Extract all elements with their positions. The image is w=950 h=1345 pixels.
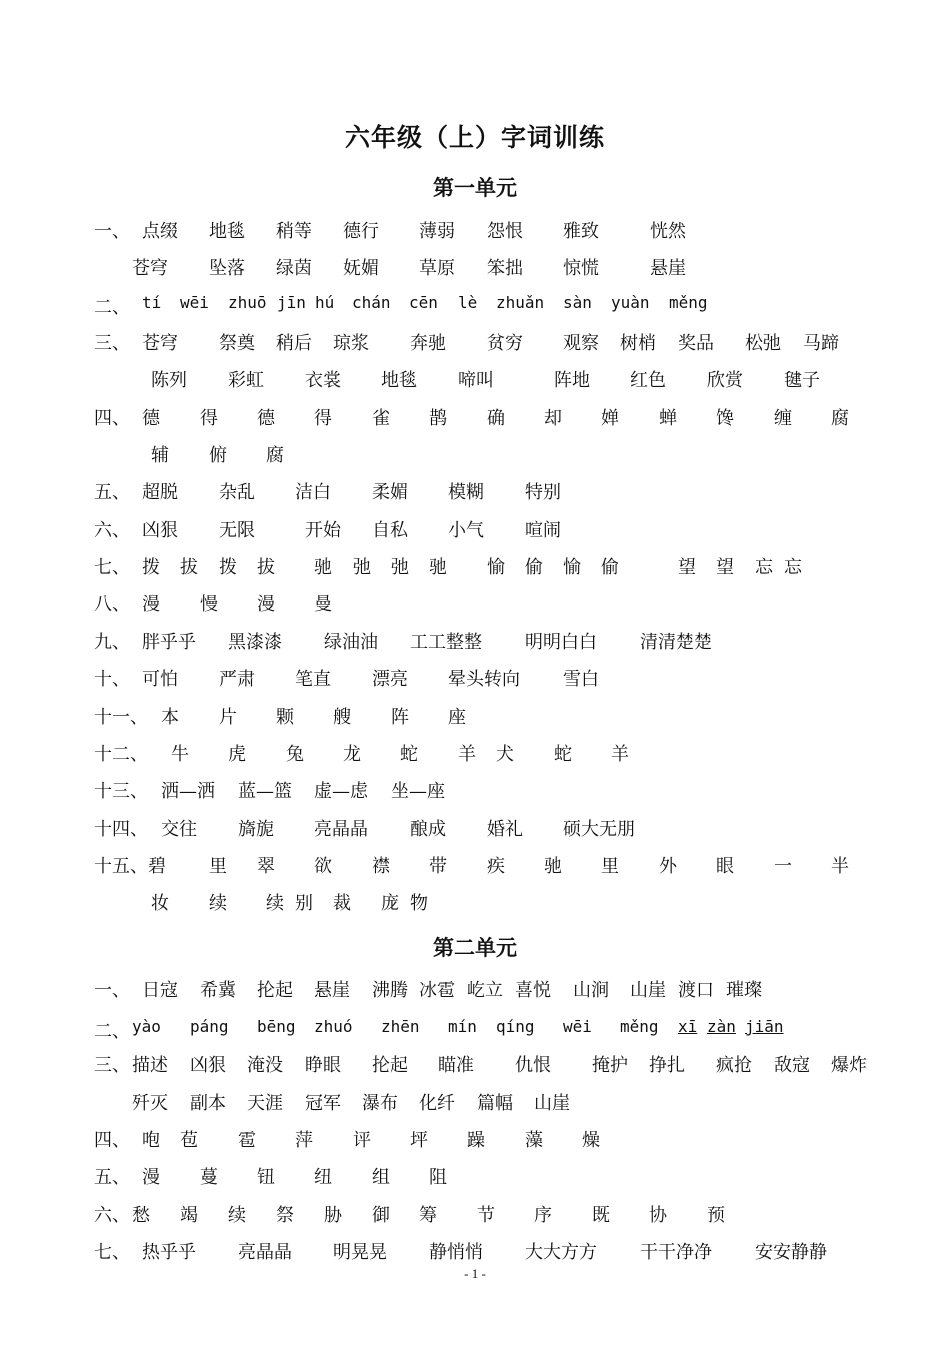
char: 羊 (458, 744, 476, 765)
word: 明明白白 (525, 632, 597, 653)
char: 眼 (716, 856, 734, 877)
pinyin: qíng (496, 1017, 535, 1036)
char: 羊 (611, 744, 629, 765)
char: 协 (649, 1205, 667, 1226)
char: 别 (295, 893, 313, 914)
char: 一 (774, 856, 792, 877)
word: 雅致 (563, 221, 599, 242)
char: 馋 (716, 408, 734, 429)
char: 阻 (429, 1167, 447, 1188)
word: 婚礼 (487, 819, 523, 840)
word: 悬崖 (314, 980, 350, 1001)
char: 偷 (601, 557, 619, 578)
char: 愁 (132, 1205, 150, 1226)
char: 裁 (333, 893, 351, 914)
word: 衣裳 (305, 370, 341, 391)
word: 黑漆漆 (228, 632, 282, 653)
char: 座 (448, 707, 466, 728)
pinyin: zhēn (381, 1017, 420, 1036)
word: 绿茵 (276, 258, 312, 279)
word: 凶狠 (190, 1055, 226, 1076)
pinyin: jīn (277, 293, 306, 312)
char: 蝉 (659, 408, 677, 429)
word: 仇恨 (515, 1055, 551, 1076)
word: 天涯 (247, 1093, 283, 1114)
char: 偷 (525, 557, 543, 578)
char: 德 (142, 408, 160, 429)
word: 松弛 (745, 333, 781, 354)
char: 艘 (333, 707, 351, 728)
char: 雹 (238, 1130, 256, 1151)
word: 笨拙 (487, 258, 523, 279)
word: 陈列 (151, 370, 187, 391)
char: 阵 (391, 707, 409, 728)
word: 怨恨 (487, 221, 523, 242)
char: 竭 (180, 1205, 198, 1226)
word: 热乎乎 (142, 1242, 196, 1263)
char: 躁 (467, 1130, 485, 1151)
char: 咆 (142, 1130, 160, 1151)
char: 忘 (784, 557, 802, 578)
char: 庞 (381, 893, 399, 914)
char: 藻 (525, 1130, 543, 1151)
char: 评 (353, 1130, 371, 1151)
word: 欣赏 (707, 370, 743, 391)
item-number: 六、 (94, 520, 130, 541)
item-number: 十五、碧 (94, 856, 166, 877)
word: 描述 (132, 1055, 168, 1076)
item-number: 八、 (94, 594, 130, 615)
word: 自私 (372, 520, 408, 541)
word: 稍等 (276, 221, 312, 242)
char: 欲 (314, 856, 332, 877)
word: 薄弱 (419, 221, 455, 242)
char: 拨 (142, 557, 160, 578)
word: 杂乱 (219, 482, 255, 503)
word: 旖旎 (238, 819, 274, 840)
word: 瞄准 (438, 1055, 474, 1076)
char: 翠 (257, 856, 275, 877)
char: 漫 (257, 594, 275, 615)
char: 续 (209, 893, 227, 914)
word: 挣扎 (649, 1055, 685, 1076)
word: 琼浆 (333, 333, 369, 354)
word: 瀑布 (362, 1093, 398, 1114)
word: 静悄悄 (429, 1242, 483, 1263)
char: 坪 (410, 1130, 428, 1151)
word: 日寇 (142, 980, 178, 1001)
word: 马蹄 (803, 333, 839, 354)
char: 望 (716, 557, 734, 578)
word: 喧闹 (525, 520, 561, 541)
word: 璀璨 (726, 980, 762, 1001)
char: 颗 (276, 707, 294, 728)
char: 纽 (314, 1167, 332, 1188)
word: 贫穷 (487, 333, 523, 354)
item-number: 四、 (94, 408, 130, 429)
pinyin: zhuǎn (496, 293, 545, 312)
pinyin: yào (132, 1017, 161, 1036)
char: 筹 (419, 1205, 437, 1226)
word: 地毯 (209, 221, 245, 242)
char: 御 (372, 1205, 390, 1226)
item-number: 六、 (94, 1205, 130, 1226)
item-number: 一、 (94, 221, 130, 242)
char: 组 (372, 1167, 390, 1188)
word: 啼叫 (458, 370, 494, 391)
pinyin: bēng (257, 1017, 296, 1036)
word: 晕头转向 (448, 669, 520, 690)
char: 虎 (228, 744, 246, 765)
char: 得 (200, 408, 218, 429)
item-number: 十三、 (94, 781, 148, 802)
char: 襟 (372, 856, 390, 877)
word: 淹没 (247, 1055, 283, 1076)
pinyin: sàn (563, 293, 592, 312)
word: 惊慌 (563, 258, 599, 279)
char: 外 (659, 856, 677, 877)
word: 阵地 (554, 370, 590, 391)
word: 奖品 (678, 333, 714, 354)
word: 希冀 (200, 980, 236, 1001)
char: 预 (707, 1205, 725, 1226)
char: 片 (219, 707, 237, 728)
char: 忘 (755, 557, 773, 578)
word: 无限 (219, 520, 255, 541)
word: 沸腾 (372, 980, 408, 1001)
char: 疾 (487, 856, 505, 877)
char: 腐 (831, 408, 849, 429)
word: 清清楚楚 (640, 632, 712, 653)
char: 德 (257, 408, 275, 429)
pinyin: wēi (180, 293, 209, 312)
char: 祭 (276, 1205, 294, 1226)
char: 续 (228, 1205, 246, 1226)
item-number: 四、 (94, 1130, 130, 1151)
word: 苍穹 (132, 258, 168, 279)
char: 驰 (314, 557, 332, 578)
char: 弛 (391, 557, 409, 578)
pinyin: měng (620, 1017, 659, 1036)
char: 牛 (171, 744, 189, 765)
item-number: 五、 (94, 482, 130, 503)
word: 坠落 (209, 258, 245, 279)
char: 腐 (266, 445, 284, 466)
word: 严肃 (219, 669, 255, 690)
pinyin: měng (669, 293, 708, 312)
word: 亮晶晶 (238, 1242, 292, 1263)
item-number: 七、 (94, 1242, 130, 1263)
item-number: 一、 (94, 980, 130, 1001)
word: 爆炸 (831, 1055, 867, 1076)
item-number: 五、 (94, 1167, 130, 1188)
word: 洁白 (295, 482, 331, 503)
pinyin: hú (315, 293, 335, 312)
word: 彩虹 (228, 370, 264, 391)
word: 点缀 (142, 221, 178, 242)
char: 龙 (343, 744, 361, 765)
word: 冠军 (305, 1093, 341, 1114)
word: 绿油油 (324, 632, 378, 653)
word: 地毯 (381, 370, 417, 391)
char: 序 (534, 1205, 552, 1226)
page-number: - 1 - (464, 1266, 486, 1281)
word: 洒—洒 (161, 781, 215, 802)
char: 得 (314, 408, 332, 429)
item-number: 九、 (94, 632, 130, 653)
pinyin: zhuó (314, 1017, 353, 1036)
char: 犬 (496, 744, 514, 765)
word: 山崖 (534, 1093, 570, 1114)
word: 睁眼 (305, 1055, 341, 1076)
word: 干干净净 (640, 1242, 712, 1263)
char: 确 (487, 408, 505, 429)
word: 渡口 (678, 980, 714, 1001)
word: 疯抢 (716, 1055, 752, 1076)
char: 半 (831, 856, 849, 877)
item-number: 十一、 (94, 707, 148, 728)
item-number: 十二、 (94, 744, 148, 765)
word: 虚—虑 (314, 781, 368, 802)
char: 萍 (295, 1130, 313, 1151)
char: 带 (429, 856, 447, 877)
char: 胁 (324, 1205, 342, 1226)
pinyin: chán (352, 293, 391, 312)
word: 副本 (190, 1093, 226, 1114)
word: 坐—座 (391, 781, 445, 802)
word: 雪白 (563, 669, 599, 690)
pinyin: páng (190, 1017, 229, 1036)
char: 妆 (151, 893, 169, 914)
word: 奔驰 (410, 333, 446, 354)
word: 大大方方 (525, 1242, 597, 1263)
char: 却 (544, 408, 562, 429)
pinyin: tí (142, 293, 162, 312)
char: 驰 (429, 557, 447, 578)
char: 兔 (286, 744, 304, 765)
word: 妩媚 (343, 258, 379, 279)
item-number: 三、 (94, 1055, 130, 1076)
char: 续 (266, 893, 284, 914)
pinyin: lè (458, 293, 478, 312)
word: 笔直 (295, 669, 331, 690)
item-number: 十四、 (94, 819, 148, 840)
word: 喜悦 (515, 980, 551, 1001)
char: 漫 (142, 1167, 160, 1188)
word: 毽子 (784, 370, 820, 391)
word: 小气 (448, 520, 484, 541)
char: 本 (161, 707, 179, 728)
word: 超脱 (142, 482, 178, 503)
char: 雀 (372, 408, 390, 429)
char: 愉 (563, 557, 581, 578)
word: 柔媚 (372, 482, 408, 503)
word: 抡起 (372, 1055, 408, 1076)
word: 抡起 (257, 980, 293, 1001)
word: 山涧 (573, 980, 609, 1001)
char: 蛇 (400, 744, 418, 765)
char: 里 (601, 856, 619, 877)
word: 树梢 (620, 333, 656, 354)
char: 苞 (180, 1130, 198, 1151)
char: 驰 (544, 856, 562, 877)
word: 模糊 (448, 482, 484, 503)
char: 曼 (314, 594, 332, 615)
char: 拔 (180, 557, 198, 578)
word: 悬崖 (650, 258, 686, 279)
pinyin: jiān (745, 1017, 784, 1036)
word: 蓝—篮 (238, 781, 292, 802)
char: 漫 (142, 594, 160, 615)
item-number: 二、 (94, 297, 130, 318)
word: 交往 (161, 819, 197, 840)
word: 胖乎乎 (142, 632, 196, 653)
word: 亮晶晶 (314, 819, 368, 840)
word: 冰雹 (419, 980, 455, 1001)
word: 篇幅 (477, 1093, 513, 1114)
pinyin: zhuō (228, 293, 267, 312)
char: 蔓 (200, 1167, 218, 1188)
word: 掩护 (592, 1055, 628, 1076)
word: 苍穹 (142, 333, 178, 354)
pinyin: cēn (409, 293, 438, 312)
word: 祭奠 (219, 333, 255, 354)
pinyin: wēi (563, 1017, 592, 1036)
char: 燥 (582, 1130, 600, 1151)
word: 漂亮 (372, 669, 408, 690)
item-number: 二、 (94, 1021, 130, 1042)
item-number: 七、 (94, 557, 130, 578)
char: 弛 (353, 557, 371, 578)
word: 屹立 (467, 980, 503, 1001)
char: 物 (410, 893, 428, 914)
pinyin: xī (678, 1017, 698, 1036)
word: 恍然 (650, 221, 686, 242)
char: 里 (209, 856, 227, 877)
word: 可怕 (142, 669, 178, 690)
word: 德行 (343, 221, 379, 242)
char: 鹊 (429, 408, 447, 429)
char: 拨 (219, 557, 237, 578)
char: 钮 (257, 1167, 275, 1188)
char: 蛇 (554, 744, 572, 765)
word: 硕大无朋 (563, 819, 635, 840)
word: 山崖 (630, 980, 666, 1001)
char: 婵 (601, 408, 619, 429)
char: 慢 (200, 594, 218, 615)
word: 凶狠 (142, 520, 178, 541)
pinyin: zàn (707, 1017, 736, 1036)
char: 望 (678, 557, 696, 578)
char: 缠 (774, 408, 792, 429)
word: 稍后 (276, 333, 312, 354)
item-number: 十、 (94, 669, 130, 690)
word: 草原 (419, 258, 455, 279)
char: 节 (477, 1205, 495, 1226)
word: 观察 (563, 333, 599, 354)
char: 愉 (487, 557, 505, 578)
word: 特别 (525, 482, 561, 503)
word: 工工整整 (410, 632, 482, 653)
word: 安安静静 (755, 1242, 827, 1263)
char: 辅 (151, 445, 169, 466)
page-title: 六年级（上）字词训练 (344, 123, 605, 152)
unit-2-heading: 第二单元 (433, 935, 517, 960)
word: 化纤 (419, 1093, 455, 1114)
word: 开始 (305, 520, 341, 541)
word: 明晃晃 (333, 1242, 387, 1263)
pinyin: mín (448, 1017, 477, 1036)
word: 敌寇 (774, 1055, 810, 1076)
word: 红色 (630, 370, 666, 391)
unit-1-heading: 第一单元 (433, 175, 517, 200)
pinyin: yuàn (611, 293, 650, 312)
char: 拔 (257, 557, 275, 578)
word: 歼灭 (132, 1093, 168, 1114)
char: 俯 (209, 445, 227, 466)
item-number: 三、 (94, 333, 130, 354)
char: 既 (592, 1205, 610, 1226)
word: 酿成 (410, 819, 446, 840)
